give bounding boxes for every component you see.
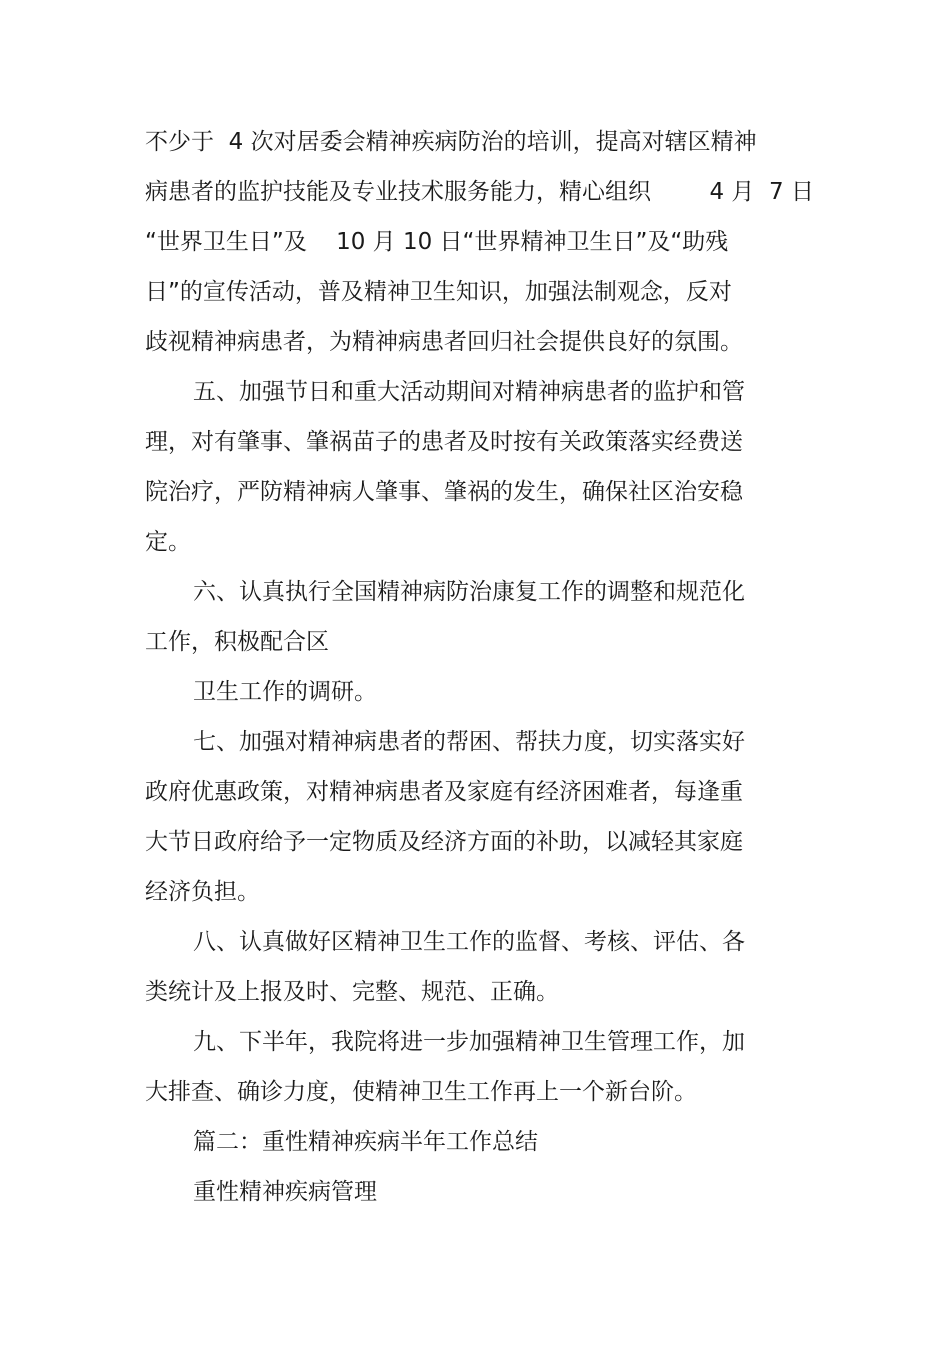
text-line: 政府优惠政策，对精神病患者及家庭有经济困难者，每逢重 (145, 779, 743, 805)
paragraph-heading-six: 六、认真执行全国精神病防治康复工作的调整和规范化 (193, 579, 745, 605)
text-line: 卫生工作的调研。 (193, 679, 377, 705)
text-line: 歧视精神病患者，为精神病患者回归社会提供良好的氛围。 (145, 329, 743, 355)
text-line: 经济负担。 (145, 879, 260, 905)
text-line: 理，对有肇事、肇祸苗子的患者及时按有关政策落实经费送 (145, 429, 743, 455)
section-subtitle: 重性精神疾病管理 (193, 1179, 377, 1205)
text-line: 不少于 4 次对居委会精神疾病防治的培训，提高对辖区精神 (145, 129, 757, 155)
section-title: 篇二：重性精神疾病半年工作总结 (193, 1129, 538, 1155)
text-line: “世界卫生日”及 10 月 10 日“世界精神卫生日”及“助残 (145, 229, 729, 255)
text-line: 院治疗，严防精神病人肇事、肇祸的发生，确保社区治安稳 (145, 479, 743, 505)
paragraph-heading-nine: 九、下半年，我院将进一步加强精神卫生管理工作，加 (193, 1029, 745, 1055)
text-line: 类统计及上报及时、完整、规范、正确。 (145, 979, 559, 1005)
text-line: 定。 (145, 529, 191, 555)
paragraph-heading-five: 五、加强节日和重大活动期间对精神病患者的监护和管 (193, 379, 745, 405)
text-line: 大排查、确诊力度，使精神卫生工作再上一个新台阶。 (145, 1079, 697, 1105)
text-line: 工作，积极配合区 (145, 629, 329, 655)
text-line: 病患者的监护技能及专业技术服务能力，精心组织 4 月 7 日 (145, 179, 814, 205)
text-line: 日”的宣传活动，普及精神卫生知识，加强法制观念，反对 (145, 279, 732, 305)
text-line: 大节日政府给予一定物质及经济方面的补助，以减轻其家庭 (145, 829, 743, 855)
paragraph-heading-eight: 八、认真做好区精神卫生工作的监督、考核、评估、各 (193, 929, 745, 955)
paragraph-heading-seven: 七、加强对精神病患者的帮困、帮扶力度，切实落实好 (193, 729, 745, 755)
